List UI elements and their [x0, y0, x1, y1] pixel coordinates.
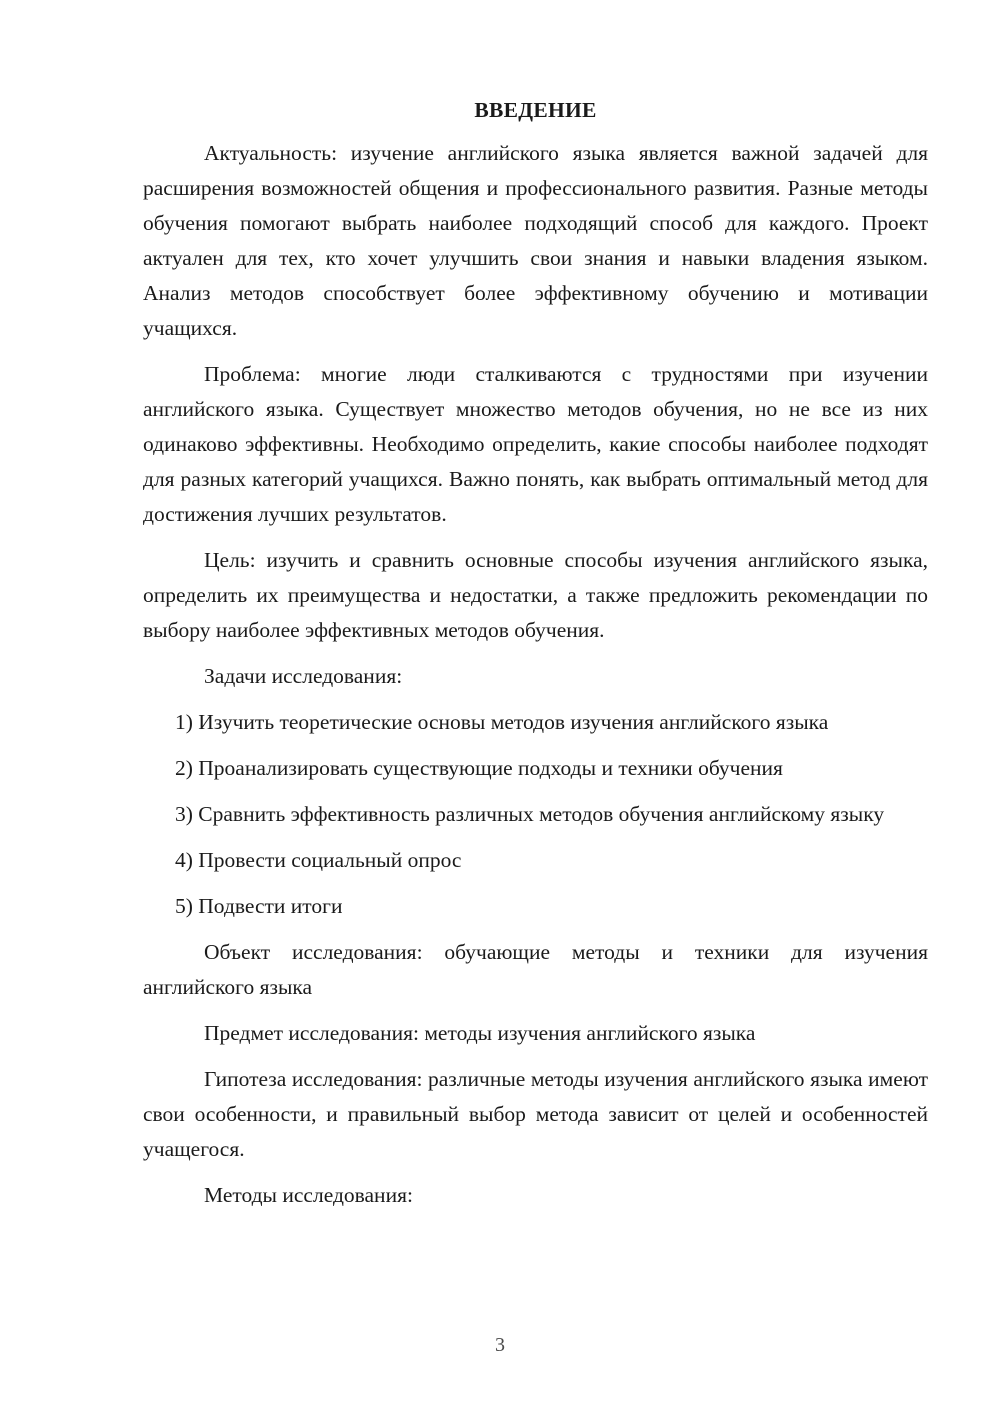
- page-number: 3: [495, 1334, 505, 1356]
- page-title: ВВЕДЕНИЕ: [474, 98, 597, 122]
- list-item: 4) Провести социальный опрос: [175, 848, 462, 872]
- list-item: 2) Проанализировать существующие подходы и техники обучения: [175, 756, 783, 780]
- paragraph-methods-heading: Методы исследования:: [204, 1183, 413, 1207]
- list-item: 3) Сравнить эффективность различных методов обучения английскому языку: [175, 802, 885, 826]
- paragraph-goal: Цель: изучить и сравнить основные способы изучения английского языка, определить их преимущества и недостатки, а также предложить рекомендации по выбору наиболее эффективных методов обучения.: [143, 548, 928, 642]
- list-item: 1) Изучить теоретические основы методов изучения английского языка: [175, 710, 829, 734]
- paragraph-problem: Проблема: многие люди сталкиваются с трудностями при изучении английского языка. Существует множество методов обучения, но не все из них одинаково эффективны. Необходимо определить, какие способы наиболее подходят для разных категорий учащихся. Важно понять, как выбрать оптимальный метод для достижения лучших результатов.: [143, 362, 928, 526]
- paragraph-relevance: Актуальность: изучение английского языка является важной задачей для расширения возможностей общения и профессионального развития. Разные методы обучения помогают выбрать наиболее подходящий способ для каждого. Проект актуален для тех, кто хочет улучшить свои знания и навыки владения языком. Анализ методов способствует более эффективному обучению и мотивации учащихся.: [143, 141, 928, 340]
- list-item: 5) Подвести итоги: [175, 894, 343, 918]
- paragraph-tasks-heading: Задачи исследования:: [204, 664, 403, 688]
- paragraph-subject: Предмет исследования: методы изучения английского языка: [204, 1021, 756, 1045]
- document-page: [143, 95, 928, 1224]
- paragraph-hypothesis: Гипотеза исследования: различные методы изучения английского языка имеют свои особенности, и правильный выбор метода зависит от целей и особенностей учащегося.: [143, 1067, 928, 1161]
- paragraph-object: Объект исследования: обучающие методы и техники для изучения английского языка: [143, 940, 928, 999]
